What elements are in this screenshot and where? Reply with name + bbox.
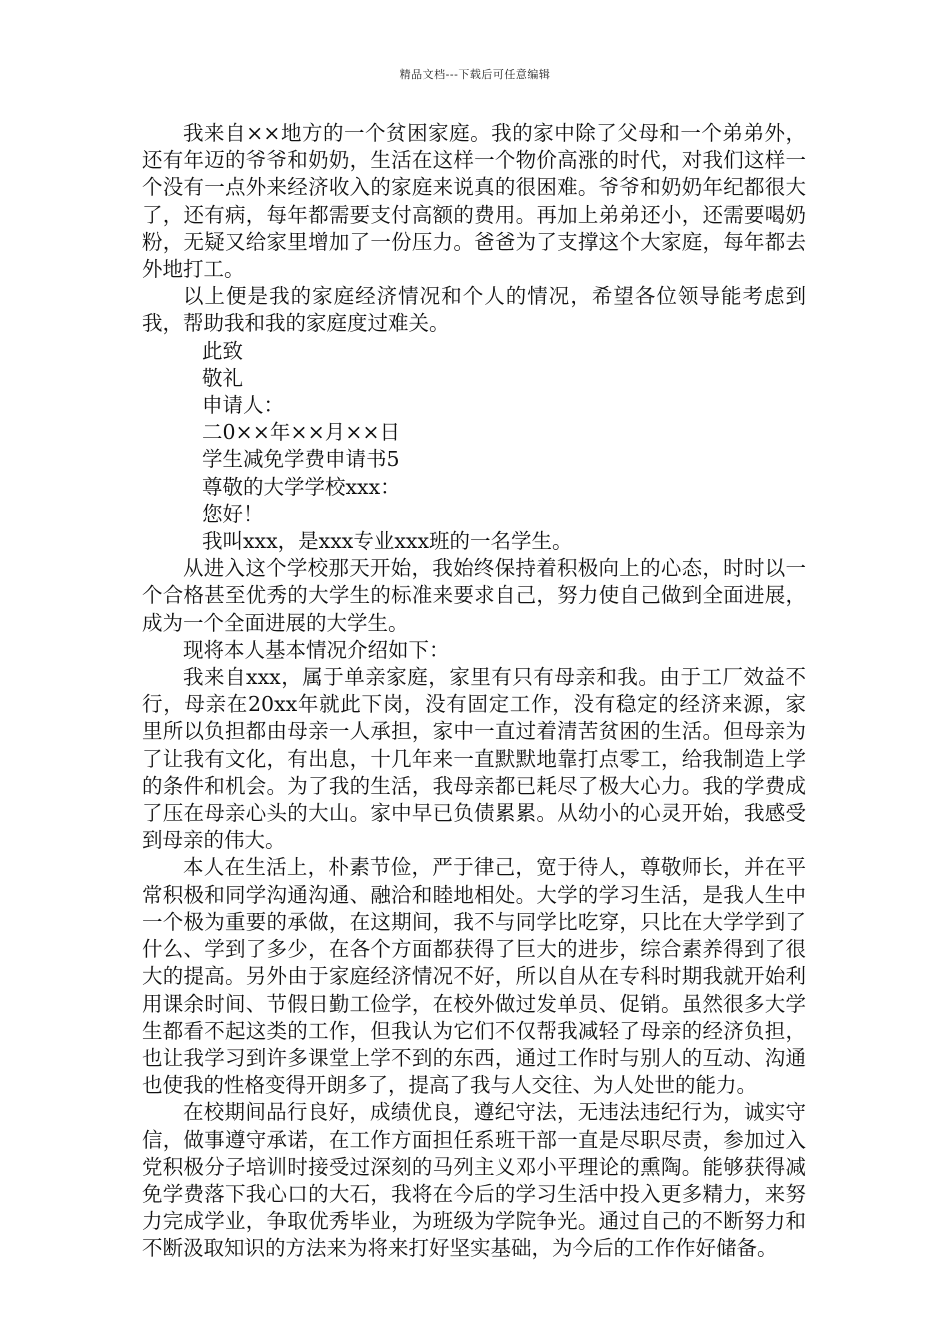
paragraph-family-background: 我来自××地方的一个贫困家庭。我的家中除了父母和一个弟弟外，还有年迈的爷爷和奶奶，生活在这样一个物价高涨的时代，对我们这样一个没有一点外来经济收入的家庭来说真的很困难。爷爷和奶奶年纪都很大了，还有病，每年都需要支付高额的费用。再加上弟弟还小，还需要喝奶粉，无疑又给家里增加了一份压力。爸爸为了支撑这个大家庭，每年都去外地打工。 xyxy=(142,121,806,282)
paragraph-attitude: 从进入这个学校那天开始，我始终保持着积极向上的心态，时时以一个合格甚至优秀的大学生的标准来要求自己，努力使自己做到全面进展，成为一个全面进展的大学生。 xyxy=(142,556,806,635)
paragraph-school-conduct: 在校期间品行良好，成绩优良，遵纪守法，无违法违纪行为，诚实守信，做事遵守承诺，在工作方面担任系班干部一直是尽职尽责，参加过入党积极分子培训时接受过深刻的马列主义邓小平理论的熏陶。能够获得减免学费落下我心口的大石，我将在今后的学习生活中投入更多精力，来努力完成学业，争取优秀毕业，为班级为学院争光。通过自己的不断努力和不断汲取知识的方法来为将来打好坚实基础，为今后的工作作好储备。 xyxy=(142,1100,806,1261)
greeting: 您好！ xyxy=(202,501,264,526)
self-intro: 我叫xxx，是xxx专业xxx班的一名学生。 xyxy=(202,529,573,554)
page-header: 精品文档---下载后可任意编辑 xyxy=(399,68,551,81)
closing-salutation: 此致 xyxy=(202,338,243,363)
paragraph-personal-life: 本人在生活上，朴素节俭，严于律己，宽于待人，尊敬师长，并在平常积极和同学沟通沟通、融洽和睦地相处。大学的学习生活，是我人生中一个极为重要的承做，在这期间，我不与同学比吃穿，只比在大学学到了什么、学到了多少，在各个方面都获得了巨大的进步，综合素养得到了很大的提高。另外由于家庭经济情况不好，所以自从在专科时期我就开始利用课余时间、节假日勤工俭学，在校外做过发单员、促销。虽然很多大学生都看不起这类的工作，但我认为它们不仅帮我减轻了母亲的经济负担，也让我学习到许多课堂上学不到的东西，通过工作时与别人的互动、沟通也使我的性格变得开朗多了，提高了我与人交往、为人处世的能力。 xyxy=(142,855,806,1098)
paragraph-family-situation: 我来自xxx，属于单亲家庭，家里有只有母亲和我。由于工厂效益不行，母亲在20xx年就此下岗，没有固定工作，没有稳定的经济来源，家里所以负担都由母亲一人承担，家中一直过着清苦贫困的生活。但母亲为了让我有文化，有出息，十几年来一直默默地靠打点零工，给我制造上学的条件和机会。为了我的生活，我母亲都已耗尽了极大心力。我的学费成了压在母亲心头的大山。家中早已负债累累。从幼小的心灵开始，我感受到母亲的伟大。 xyxy=(142,665,806,853)
date-line: 二0××年××月××日 xyxy=(202,420,401,445)
paragraph-intro-lead: 现将本人基本情况介绍如下： xyxy=(183,637,450,662)
paragraph-request: 以上便是我的家庭经济情况和个人的情况，希望各位领导能考虑到我，帮助我和我的家庭度过难关。 xyxy=(142,284,806,336)
section-title: 学生减免学费申请书5 xyxy=(202,447,400,472)
document-body xyxy=(142,120,806,1263)
closing-regards: 敬礼 xyxy=(202,365,243,390)
addressee: 尊敬的大学学校xxx： xyxy=(202,474,401,499)
applicant-label: 申请人： xyxy=(202,393,284,418)
